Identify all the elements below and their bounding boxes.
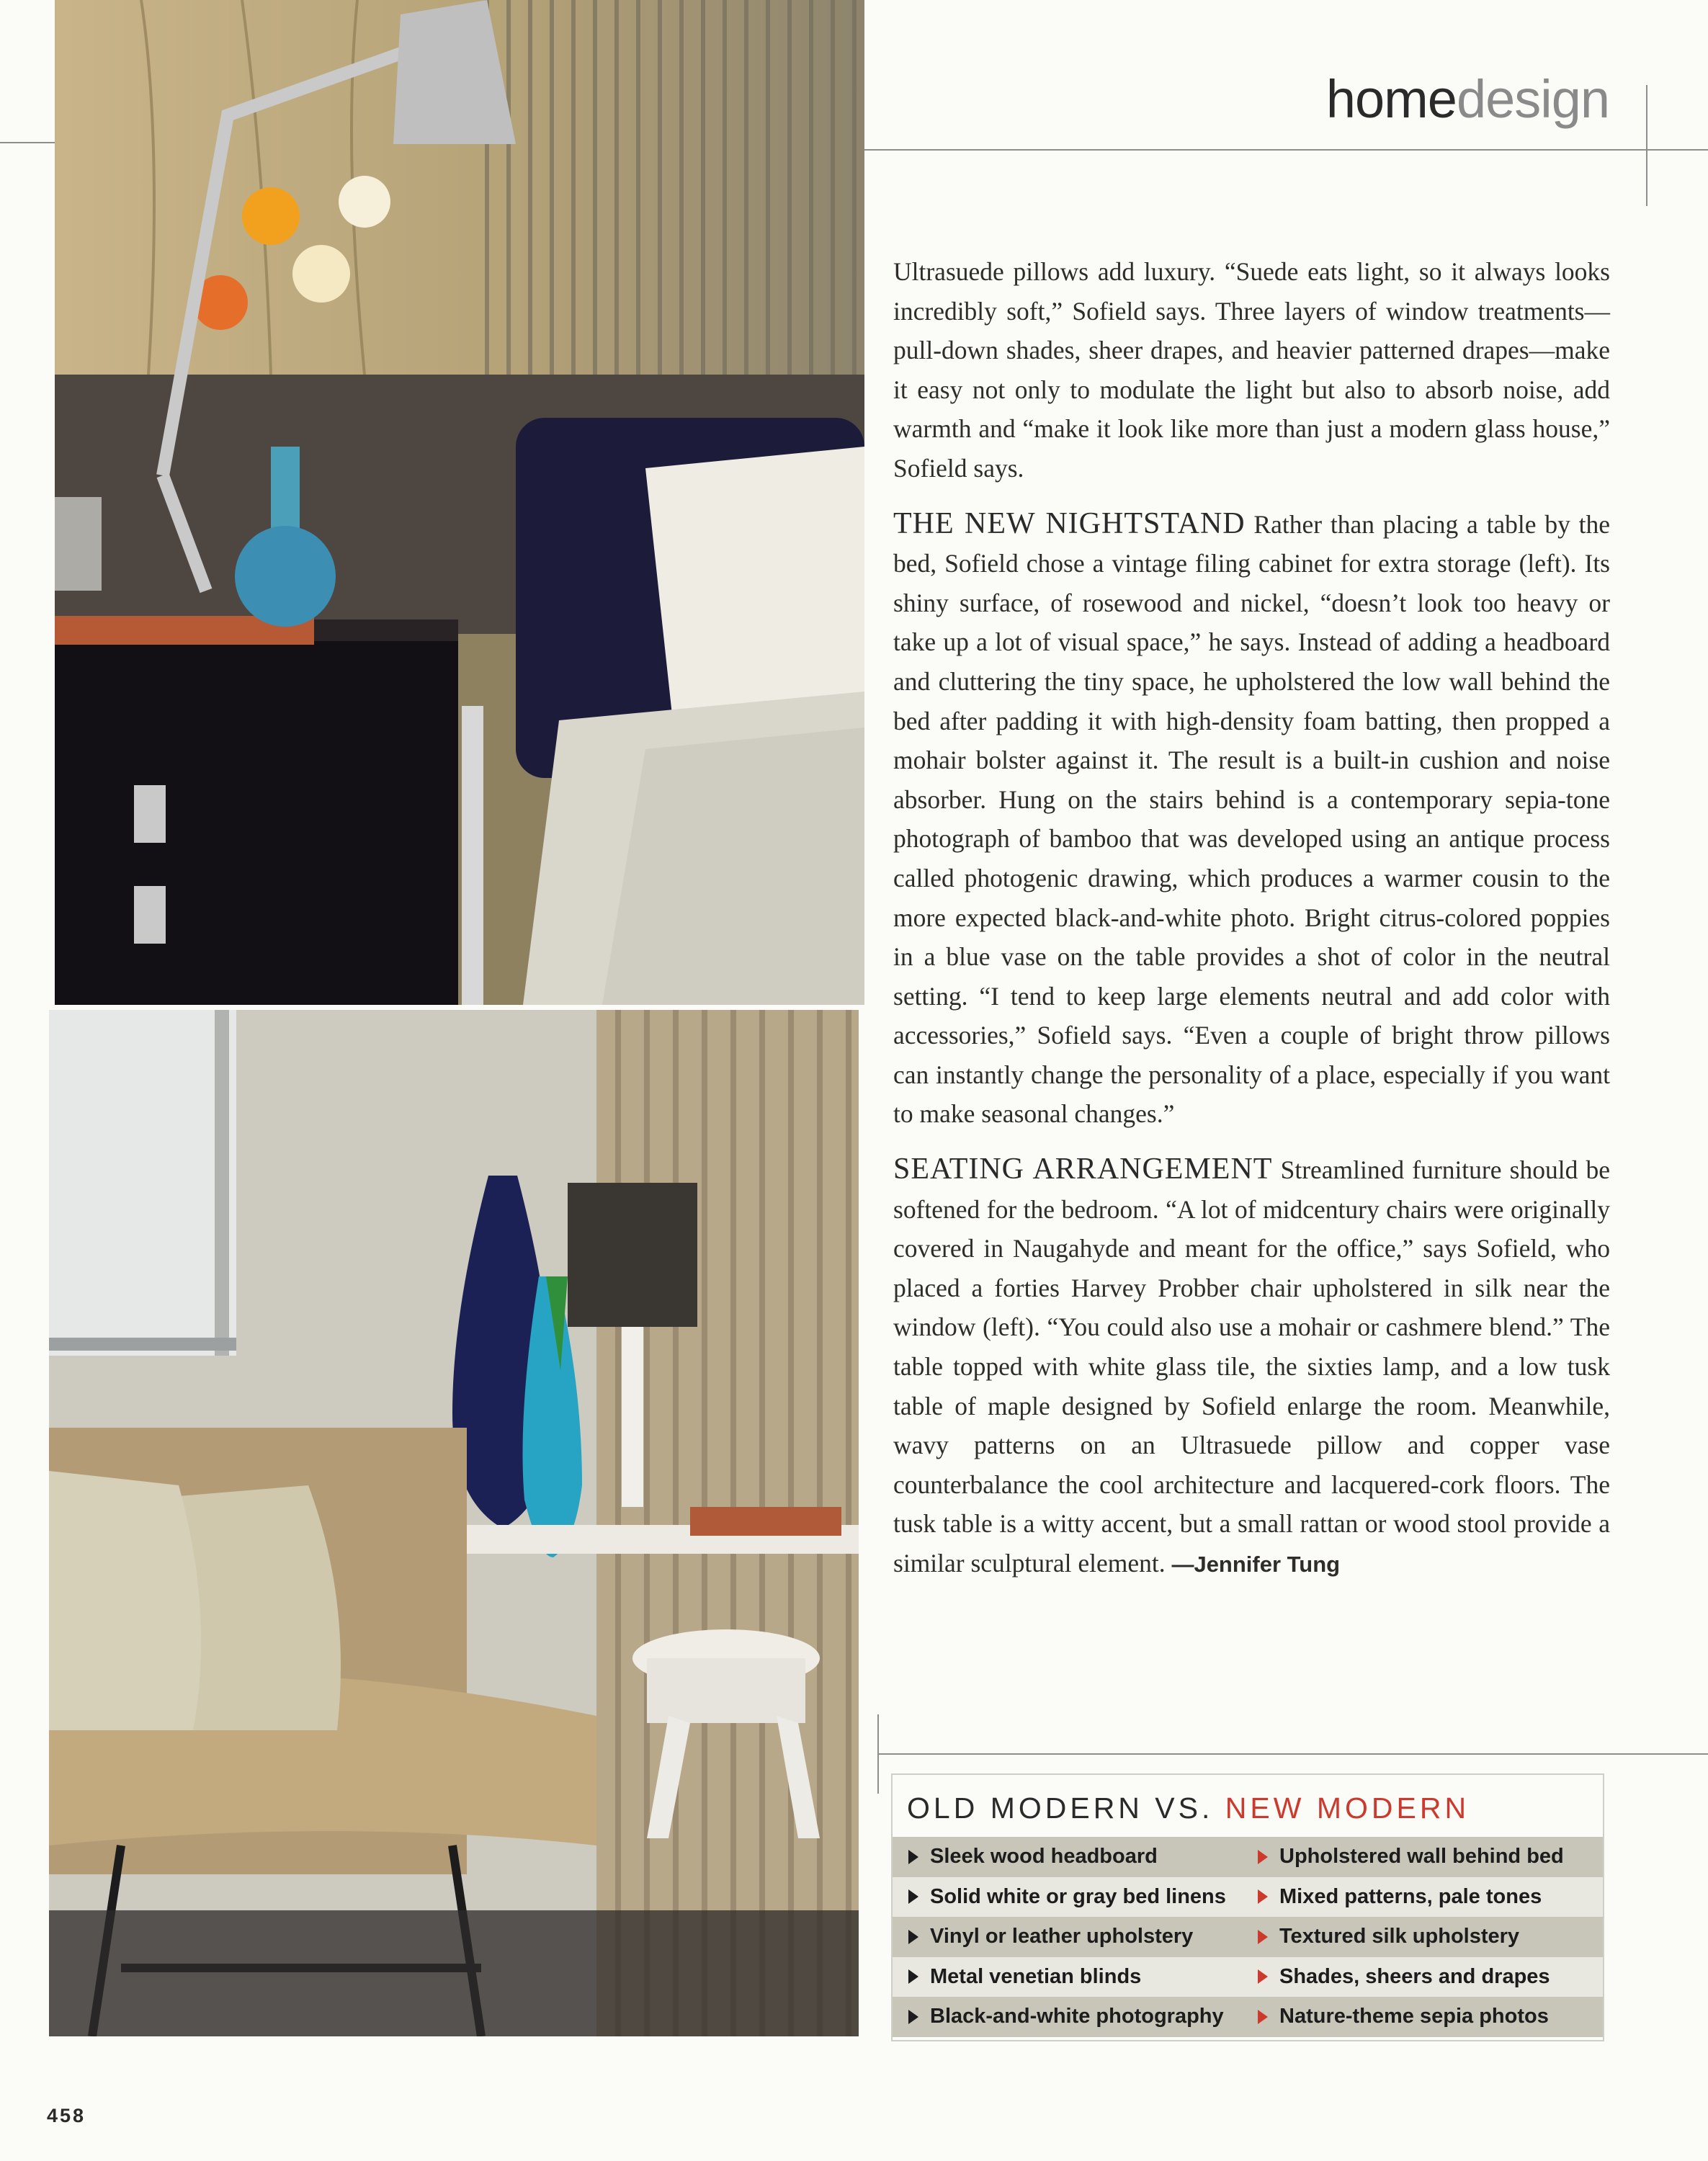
photo-nightstand [55,0,864,1005]
comparison-title [893,1775,1603,1837]
comparison-row [893,1877,1603,1918]
old-modern-item: Black-and-white photography [930,2005,1224,2028]
bullet-arrow-icon [1258,1889,1268,1904]
bullet-arrow-icon [908,1930,918,1944]
new-modern-item: Shades, sheers and drapes [1279,1964,1550,1988]
article-paragraph-seating [893,1150,1610,1585]
new-modern-cell [1248,1885,1603,1909]
comparison-title-old: OLD MODERN VS. [907,1791,1214,1825]
bullet-arrow-icon [1258,1930,1268,1944]
photo-seating-illustration [49,1010,859,2036]
new-modern-cell [1248,2005,1603,2028]
section-title-design: design [1456,69,1609,129]
bullet-arrow-icon [908,2010,918,2024]
bullet-arrow-icon [908,1889,918,1904]
old-modern-item: Vinyl or leather upholstery [930,1925,1194,1949]
comparison-box [891,1773,1604,2041]
header-vertical-rule [1646,85,1647,206]
new-modern-cell [1248,1845,1603,1869]
bullet-arrow-icon [908,1969,918,1984]
page-number: 458 [47,2105,86,2126]
bullet-arrow-icon [1258,1850,1268,1864]
article-body [893,252,1610,1601]
section-title [1153,68,1609,130]
comparison-row [893,1957,1603,1997]
photo-nightstand-illustration [55,0,864,1005]
author-byline: —Jennifer Tung [1171,1552,1341,1577]
bullet-arrow-icon [908,1850,918,1864]
old-modern-item: Metal venetian blinds [930,1964,1142,1988]
new-modern-item: Mixed patterns, pale tones [1279,1884,1542,1908]
old-modern-cell [893,1925,1248,1949]
new-modern-item: Textured silk upholstery [1279,1925,1520,1949]
section-title-home: home [1325,69,1457,129]
bullet-arrow-icon [1258,2010,1268,2024]
sidebar-rule [877,1753,1708,1755]
comparison-row [893,1997,1603,2037]
article-intro-paragraph: Ultrasuede pillows add luxury. “Suede eats light, so it always looks incredibly soft,” Sofield says. Three layers of window treatments—pull-down shades, sheer drapes, and heavier patterned drapes—make it easy not only to modulate the light but also to absorb noise, add warmth and “make it look like more than just a modern glass house,” Sofield says. [893,257,1610,483]
comparison-row [893,1837,1603,1877]
article-paragraph-nightstand [893,504,1610,1135]
new-modern-cell [1248,1925,1603,1949]
old-modern-cell [893,1885,1248,1909]
old-modern-item: Solid white or gray bed linens [930,1884,1226,1908]
new-modern-cell [1248,1965,1603,1989]
comparison-title-new: NEW MODERN [1225,1791,1470,1825]
bullet-arrow-icon [1258,1969,1268,1984]
comparison-row [893,1917,1603,1957]
nightstand-body-text: Rather than placing a table by the bed, Sofield chose a vintage filing cabinet for extra storage (left). Its shiny surface, of rosewood and nickel, “doesn’t look too heavy or take up a lot of visual space,” he says. Instead of adding a headboard and cluttering the tiny space, he upholstered the low wall behind the bed after padding it with high-density foam batting, then propped a mohair bolster against it. The result is a built-in cushion and noise absorber. Hung on the stairs behind is a contemporary sepia-tone photograph of bamboo that was developed using an antique process called photogenic drawing, which produces a warmer cousin to the more expected black-and-white photo. Bright citrus-colored poppies in a blue vase on the table provides a shot of color in the neutral setting. “I tend to keep large elements neutral and add color with accessories,” Sofield says. “Even a couple of bright throw pillows can instantly change the personality of a place, especially if you want to make seasonal changes.” [893,509,1611,1129]
sidebar-vertical-rule [877,1714,879,1794]
header-rule-left [0,142,55,143]
header-rule [864,149,1708,151]
subhead-new-nightstand: THE NEW NIGHTSTAND [893,506,1246,540]
old-modern-cell [893,2005,1248,2028]
photo-seating [49,1010,859,2036]
new-modern-item: Upholstered wall behind bed [1279,1845,1564,1869]
old-modern-cell [893,1965,1248,1989]
new-modern-item: Nature-theme sepia photos [1279,2005,1549,2028]
old-modern-item: Sleek wood headboard [930,1845,1158,1869]
old-modern-cell [893,1845,1248,1869]
seating-body-text: Streamlined furniture should be softened for the bedroom. “A lot of midcentury chairs were originally covered in Naugahyde and meant for the office,” says Sofield, who placed a forties Harvey Probber chair upholstered in silk near the window (left). “You could also use a mohair or cashmere blend.” The table topped with white glass tile, the sixties lamp, and a low tusk table of maple designed by Sofield enlarge the room. Meanwhile, wavy patterns on an Ultrasuede pillow and copper vase counterbalance the cool architecture and lacquered-cork floors. The tusk table is a witty accent, but a small rattan or wood stool provide a similar sculptural element. [893,1155,1610,1578]
comparison-rows [893,1837,1603,2037]
subhead-seating-arrangement: SEATING ARRANGEMENT [893,1153,1273,1186]
